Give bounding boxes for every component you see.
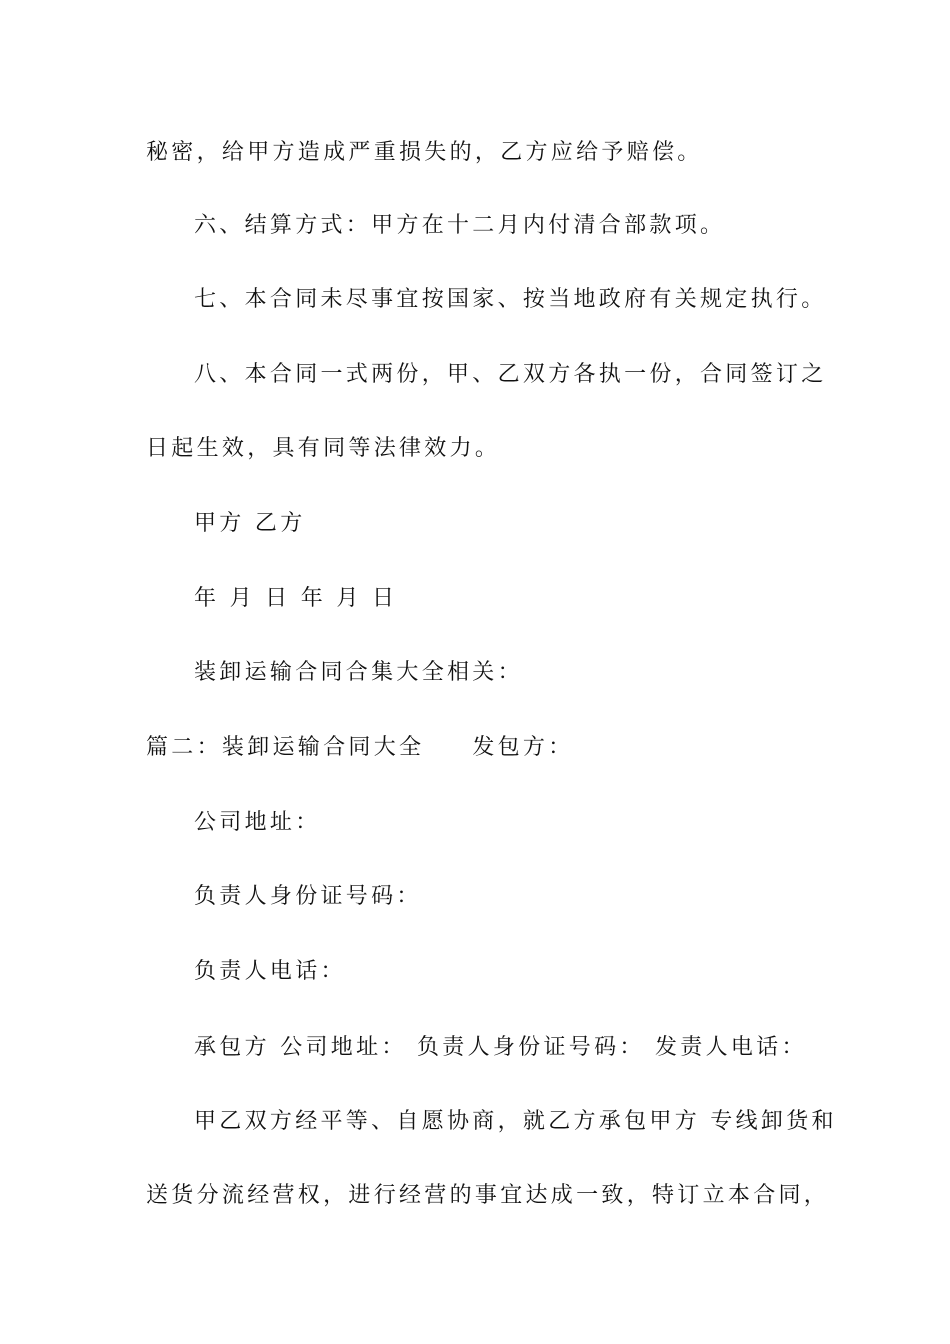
paragraph-line: 秘密，给甲方造成严重损失的，乙方应给予赔偿。 bbox=[146, 140, 703, 165]
contractor-fields: 承包方 公司地址： 负责人身份证号码： 发责人电话： bbox=[194, 1035, 807, 1060]
company-address-label: 公司地址： bbox=[194, 810, 321, 835]
agreement-paragraph-continued: 送货分流经营权，进行经营的事宜达成一致，特订立本合同， bbox=[146, 1183, 830, 1208]
contracting-party-label: 发包方： bbox=[472, 735, 574, 760]
clause-six-settlement: 六、结算方式：甲方在十二月内付清合部款项。 bbox=[194, 213, 726, 238]
clause-seven-unspecified-matters: 七、本合同未尽事宜按国家、按当地政府有关规定执行。 bbox=[194, 287, 827, 312]
agreement-paragraph: 甲乙双方经平等、自愿协商，就乙方承包甲方 专线卸货和 bbox=[194, 1109, 837, 1134]
related-heading: 装卸运输合同合集大全相关： bbox=[194, 660, 523, 685]
clause-eight-continued: 日起生效，具有同等法律效力。 bbox=[146, 436, 501, 461]
signature-parties: 甲方 乙方 bbox=[194, 511, 306, 536]
clause-eight-copies: 八、本合同一式两份，甲、乙双方各执一份，合同签订之 bbox=[194, 362, 827, 387]
signature-dates: 年 月 日 年 月 日 bbox=[194, 586, 398, 611]
section-heading bbox=[146, 733, 574, 763]
phone-label: 负责人电话： bbox=[194, 959, 346, 984]
id-number-label: 负责人身份证号码： bbox=[194, 884, 422, 909]
section-title: 篇二：装卸运输合同大全 bbox=[146, 735, 425, 760]
